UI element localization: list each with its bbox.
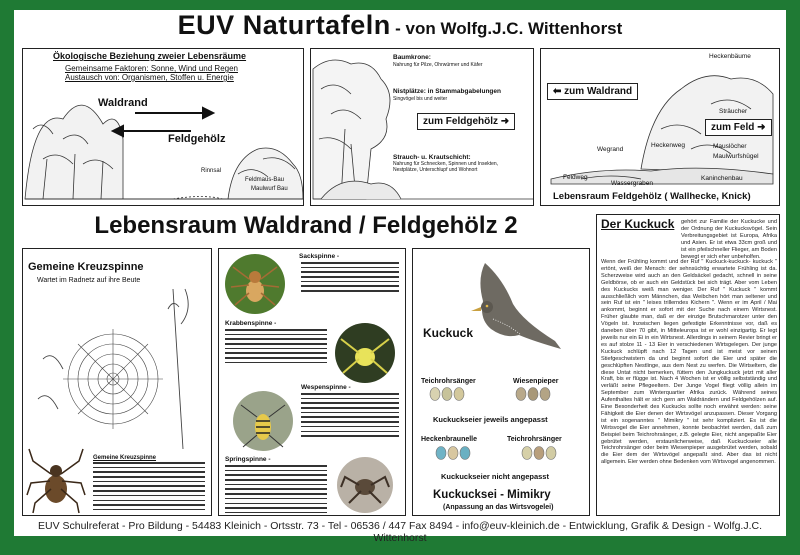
p5-text-springspinne bbox=[225, 465, 327, 517]
p6-heckenbraunelle: Heckenbraunelle bbox=[421, 436, 478, 443]
panel-spinnenarten bbox=[218, 248, 406, 516]
p5-wespenspinne: Wespenspinne - bbox=[301, 384, 351, 391]
p6-teichrohr2: Teichrohrsänger bbox=[507, 436, 562, 443]
spider-photo bbox=[27, 449, 85, 513]
p1-waldrand: Waldrand bbox=[98, 97, 148, 109]
p6-angepasst: Kuckuckseier jeweils angepasst bbox=[433, 415, 548, 424]
p4-text-heading: Gemeine Kreuzspinne bbox=[93, 455, 157, 461]
p2-baumkrone-text: Nahrung für Pilze, Ohrwürmer und Käfer bbox=[393, 62, 483, 68]
p6-teichrohr1: Teichrohrsänger bbox=[421, 378, 476, 385]
arrow-zum-waldrand bbox=[547, 83, 638, 100]
panel-feldgehoelz bbox=[540, 48, 780, 206]
panel-baumschichten bbox=[310, 48, 534, 206]
p3-mausloch: Mauslöcher bbox=[713, 143, 747, 150]
p6-mimikry-sub: (Anpassung an das Wirtsvogelei) bbox=[443, 504, 554, 511]
p3-hecke: Heckenweg bbox=[651, 142, 685, 149]
p3-arrow-wald-label: zum Waldrand bbox=[564, 86, 633, 97]
panel-kuckuck bbox=[412, 248, 590, 516]
p7-body: Wenn der Frühling kommt und der Ruf " Kuckuck-kuckuck- kuckuck " ertönt, weiß der Mensch: der sehnsüchtig erwartete Frühling ist da. Scherzweise wird auch an den Geldsäckel gedacht, schnell in seine Geldbörse, ob er auch ein Geldstück bei sich trägt. Aber vom Leben des Kuckucks weiß man weniger. Der Ruf " Kuckuck " kommt ausschließlich vom Männchen, das Weibchen hört man seltener und sein Ruf ist ein " leises trillerndes Kichern ". Wenn er im April / Mai ankommt, beginnt er sofort mit der Suche nach einem Wirtsnest. Früher glaubte man, daß er der einzige Brutschmarotzer unter den Vögeln ist. Inzwischen liegen gefestigte Erkenntnisse vor, daß es daneben über 70 gibt, in Mitteleuropa ist er wohl einzigartig. Er legt jeweils nur ein Ei in ein Wirtsnest. Allerdings in seinem Revier bringt er es auf stolze 11 - 13 Eier in verschiedenen Wirtsgelegen. Der junge Kuckuck schlüpft nach 12 Tagen und ist meist vor seinen Stiefgeschwistern da und beginnt sofort die Eier und später die geschlüpften Nestlinge, aus dem Nest zu werfen. Die Wirtseltern, die diese Untat nicht bemerken, füttern den Jungkuckuck jetzt mit aller Kraft, bis er flügge ist. Nach 4 Wochen ist er völlig selbstständig und verläßt seine Pflegeeltern. Der Junge Vogel fliegt völlig allein im September zum Winterquartier Afrika zurück. Während seines Aufenthaltes hält er sich gern am Waldrändern und Feldgehölzen auf. Eine Besonderheit des Kuckucks sollte noch erwähnt werden: seine Fähigkeit die Eier denen der Wirtsvögel anzupassen. Dieser Vorgang ist ein sogenanntes " Mimikry " ist sehr kompliziert. Es ist die Wirtsvogel die Eier annehmen, konnte beobachtet werden, daß zum Beispiel beim Teichrohrsänger, z.B. gelegte Eier, nicht angepaßte Eier gebrütet werden, erstaunlicherweise, daß Kuckuckseier alle Teichrohrsänger oder beim Wiesenpieper ausgebrütet werden, sobald die Eier dem der Wirtsvögel angepaßt sind. Aber das ist nicht allgemein. Eier werden ohne Bedenken vom Wirtsvogel angenommen. bbox=[601, 259, 777, 466]
p2-nistplaetze: Nistplätze: in Stammabgabelungen bbox=[393, 88, 501, 95]
eggs-row-1 bbox=[430, 388, 550, 401]
panel-oekologische-beziehung bbox=[22, 48, 304, 206]
eggs-row-2 bbox=[436, 447, 556, 460]
p5-springspinne: Springspinne - bbox=[225, 456, 271, 463]
p5-text-krabbenspinne bbox=[225, 329, 327, 367]
poster-sheet bbox=[14, 10, 786, 544]
p6-wiesenpieper: Wiesenpieper bbox=[513, 378, 559, 385]
panel-kreuzspinne bbox=[22, 248, 212, 516]
p1-sub1: Gemeinsame Faktoren: Sonne, Wind und Regen bbox=[65, 64, 238, 73]
p4-heading: Gemeine Kreuzspinne bbox=[28, 261, 144, 273]
poster-title bbox=[14, 10, 786, 48]
title-main: EUV Naturtafeln bbox=[177, 10, 391, 40]
p7-heading: Der Kuckuck bbox=[601, 217, 675, 231]
p1-sub2: Austausch von: Organismen, Stoffen u. Energie bbox=[65, 73, 234, 82]
p6-kuckuck: Kuckuck bbox=[423, 326, 474, 340]
p3-arrow-feld-label: zum Feld bbox=[711, 122, 755, 133]
arrow-zum-feld bbox=[705, 119, 772, 136]
arrow-right-icon: ➜ bbox=[757, 122, 766, 133]
p4-text-lines bbox=[93, 462, 205, 514]
p1-heading: Ökologische Beziehung zweier Lebensräume bbox=[53, 51, 247, 61]
p3-kaninchenbau: Kaninchenbau bbox=[701, 175, 743, 182]
p5-krabbenspinne: Krabbenspinne - bbox=[225, 320, 277, 327]
section-title: Lebensraum Waldrand / Feldgehölz 2 bbox=[94, 212, 518, 239]
p3-wassergraben: Wassergraben bbox=[611, 180, 654, 187]
p1-rinnsal: Rinnsal bbox=[201, 168, 222, 174]
p1-feldgehoelz: Feldgehölz bbox=[168, 133, 226, 145]
p2-strauch-text: Nahrung für Schnecken, Spinnen und Insekten, Nestplätze, Unterschlupf und Wohnort bbox=[393, 161, 499, 173]
p6-mimikry: Kuckucksei - Mimikry bbox=[433, 489, 551, 501]
arrow-zum-feldgehoelz bbox=[417, 113, 515, 130]
p3-feldweg: Feldweg bbox=[563, 174, 588, 181]
photo-wespenspinne bbox=[233, 391, 293, 451]
p4-sub: Wartet im Radnetz auf ihre Beute bbox=[37, 277, 141, 284]
p5-text-wespenspinne bbox=[301, 393, 399, 440]
p2-strauch: Strauch- u. Krautschicht: bbox=[393, 154, 471, 161]
cuckoo-bird bbox=[471, 263, 561, 349]
p3-straeucher: Sträucher bbox=[719, 108, 748, 115]
photo-sackspinne bbox=[225, 254, 285, 314]
arrow-right-icon: ➜ bbox=[500, 116, 510, 127]
p5-text-sackspinne bbox=[301, 262, 399, 295]
p3-heckenbaeume: Heckenbäume bbox=[709, 53, 751, 60]
title-author: - von Wolfg.J.C. Wittenhorst bbox=[395, 19, 623, 38]
p5-sackspinne: Sackspinne - bbox=[299, 253, 340, 260]
p3-wegrand: Wegrand bbox=[597, 146, 624, 153]
p2-arrow-label: zum Feldgehölz bbox=[423, 116, 498, 127]
p6-nicht-angepasst: Kuckuckseier nicht angepasst bbox=[441, 472, 549, 481]
panel-kuckuck-text bbox=[596, 214, 780, 516]
p2-baumkrone: Baumkrone: bbox=[393, 54, 431, 61]
p1-feldmaus: Feldmaus-Bau bbox=[245, 177, 285, 183]
p1-maulwurf: Maulwurf Bau bbox=[251, 186, 288, 192]
photo-krabbenspinne bbox=[335, 323, 395, 383]
p7-intro-right: gehört zur Familie der Kuckucke und der Ordnung der Kuckucksvögel. Sein Verbreitungsgebiet ist Europa, Afrika und Asien. Er ist etwa 33cm groß und ist ein pfeilschneller Flieger, am Boden bewegt er sich eher unbeholfen. bbox=[681, 219, 777, 260]
p3-caption: Lebensraum Feldgehölz ( Wallhecke, Knick) bbox=[553, 191, 751, 202]
p3-maulwurfshuegel: Maulwurfshügel bbox=[713, 153, 759, 160]
photo-springspinne bbox=[337, 457, 393, 513]
footer-contact: EUV Schulreferat - Pro Bildung - 54483 Kleinich - Ortsstr. 73 - Tel - 06536 / 447 Fax 8494 - info@euv-kleinich.de - Entwicklung, Grafik & Design - Wolfg.J.C. Wittenhorst bbox=[37, 520, 762, 544]
p2-nistplaetze-text: Singvögel bis und weiter bbox=[393, 96, 448, 102]
arrow-left-icon: ⬅ bbox=[553, 86, 562, 97]
